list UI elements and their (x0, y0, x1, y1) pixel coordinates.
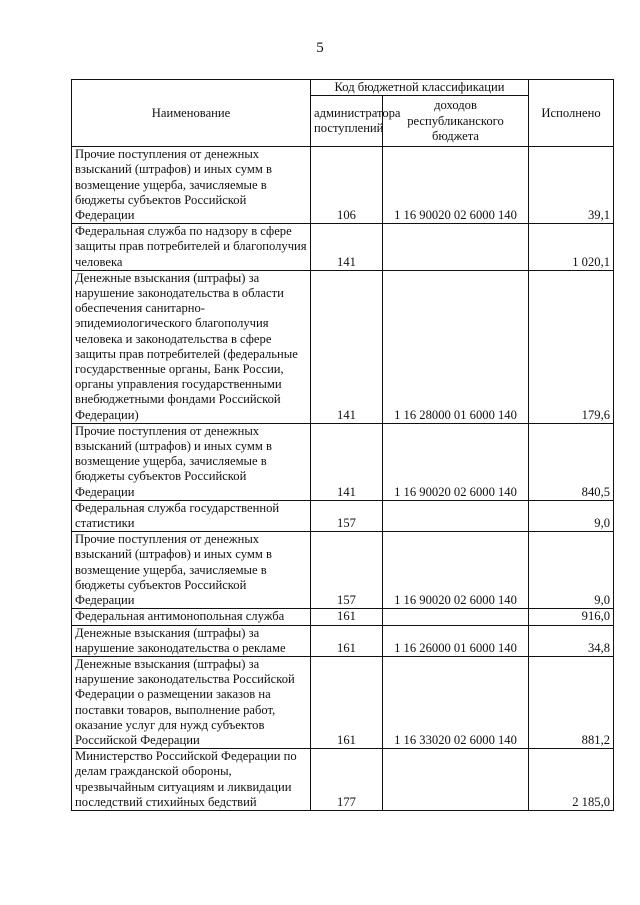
row-admin-code: 177 (311, 749, 383, 811)
row-name: Денежные взыскания (штрафы) за нарушение законодательства в области обеспечения санитарно-эпидемиологического благополучия человека и законодательства в сфере защиты прав потребителей (федеральные государственные органы, Банк России, органы управления государственными внебюджетными фондами Российской Федерации) (72, 270, 311, 423)
row-executed-value: 840,5 (529, 423, 614, 500)
table-row (72, 500, 614, 531)
row-admin-code: 161 (311, 609, 383, 625)
table-header (72, 80, 614, 147)
row-name: Прочие поступления от денежных взысканий (штрафов) и иных сумм в возмещение ущерба, зачисляемые в бюджеты субъектов Российской Федерации (72, 423, 311, 500)
row-admin-code: 106 (311, 147, 383, 224)
row-executed-value: 2 185,0 (529, 749, 614, 811)
header-code-group: Код бюджетной классификации (311, 80, 529, 96)
table-row (72, 625, 614, 656)
row-income-code: 1 16 90020 02 6000 140 (383, 423, 529, 500)
row-admin-code: 161 (311, 656, 383, 748)
row-executed-value: 1 020,1 (529, 224, 614, 271)
row-income-code: 1 16 90020 02 6000 140 (383, 147, 529, 224)
table-row (72, 656, 614, 748)
row-income-code: 1 16 33020 02 6000 140 (383, 656, 529, 748)
row-executed-value: 916,0 (529, 609, 614, 625)
row-name: Федеральная служба государственной статистики (72, 500, 311, 531)
row-name: Денежные взыскания (штрафы) за нарушение законодательства о рекламе (72, 625, 311, 656)
header-name: Наименование (72, 80, 311, 147)
header-admin: администратора поступлений (311, 96, 383, 147)
budget-table (71, 79, 614, 811)
row-income-code (383, 749, 529, 811)
row-admin-code: 141 (311, 270, 383, 423)
row-name: Прочие поступления от денежных взысканий (штрафов) и иных сумм в возмещение ущерба, зачисляемые в бюджеты субъектов Российской Федерации (72, 532, 311, 609)
table-row (72, 609, 614, 625)
row-name: Денежные взыскания (штрафы) за нарушение законодательства Российской Федерации о размещении заказов на поставки товаров, выполнение работ, оказание услуг для нужд субъектов Российской Федерации (72, 656, 311, 748)
row-income-code: 1 16 28000 01 6000 140 (383, 270, 529, 423)
row-income-code (383, 500, 529, 531)
table-row (72, 749, 614, 811)
row-executed-value: 9,0 (529, 532, 614, 609)
row-name: Министерство Российской Федерации по делам гражданской обороны, чрезвычайным ситуациям и ликвидации последствий стихийных бедствий (72, 749, 311, 811)
row-income-code (383, 609, 529, 625)
row-admin-code: 157 (311, 532, 383, 609)
table-row (72, 270, 614, 423)
row-executed-value: 39,1 (529, 147, 614, 224)
row-executed-value: 9,0 (529, 500, 614, 531)
row-income-code: 1 16 26000 01 6000 140 (383, 625, 529, 656)
row-admin-code: 141 (311, 423, 383, 500)
row-name: Прочие поступления от денежных взысканий (штрафов) и иных сумм в возмещение ущерба, зачисляемые в бюджеты субъектов Российской Федерации (72, 147, 311, 224)
table-row (72, 532, 614, 609)
row-name: Федеральная антимонопольная служба (72, 609, 311, 625)
row-admin-code: 161 (311, 625, 383, 656)
row-executed-value: 881,2 (529, 656, 614, 748)
row-admin-code: 157 (311, 500, 383, 531)
row-income-code: 1 16 90020 02 6000 140 (383, 532, 529, 609)
table-row (72, 147, 614, 224)
header-income: доходов республиканского бюджета (383, 96, 529, 147)
row-executed-value: 34,8 (529, 625, 614, 656)
page-number: 5 (316, 40, 324, 56)
table-row (72, 423, 614, 500)
row-income-code (383, 224, 529, 271)
row-name: Федеральная служба по надзору в сфере защиты прав потребителей и благополучия человека (72, 224, 311, 271)
table-row (72, 224, 614, 271)
row-admin-code: 141 (311, 224, 383, 271)
row-executed-value: 179,6 (529, 270, 614, 423)
header-executed: Исполнено (529, 80, 614, 147)
table-body (72, 147, 614, 811)
